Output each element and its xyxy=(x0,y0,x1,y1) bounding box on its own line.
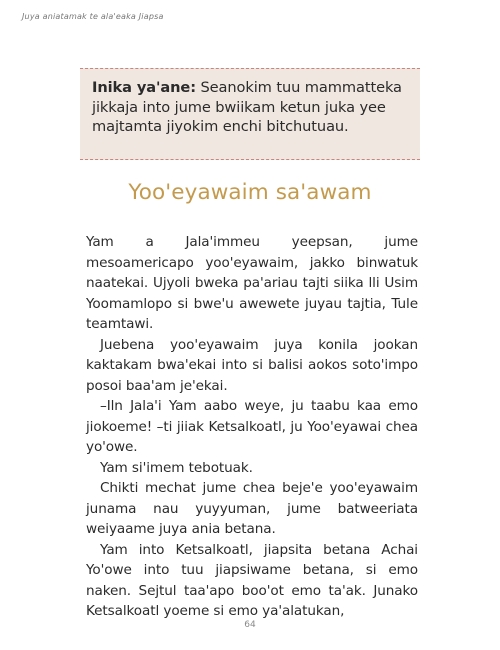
running-head: Juya aniatamak te ala'eaka Jiapsa xyxy=(22,12,164,21)
body-text xyxy=(86,232,418,622)
note-box xyxy=(80,68,420,160)
story-title: Yoo'eyawaim sa'awam xyxy=(128,180,372,205)
paragraph: Chikti mechat jume chea beje'e yoo'eyawaim junama nau yuyyuman, jume batweeriata weiyaame juya ania betana. xyxy=(86,480,418,537)
paragraph: Yam a Jala'immeu yeepsan, jume mesoamericapo yoo'eyawaim, jakko binwatuk naatekai. Ujyoli bweka pa'ariau tajti siika lli Usim Yoomamlopo si bwe'u awewete juyau tajtia, Tule teamtawi. xyxy=(86,234,418,332)
page-number: 64 xyxy=(244,620,256,630)
note-label: Inika ya'ane: xyxy=(92,79,196,96)
paragraph: –Iln Jala'i Yam aabo weye, ju taabu kaa emo jiokoeme! –ti jiiak Ketsalkoatl, ju Yoo'eyawai chea yo'owe. xyxy=(86,398,418,455)
paragraph: Yam into Ketsalkoatl, jiapsita betana Achai Yo'owe into tuu jiapsiwame betana, si emo naken. Sejtul taa'apo boo'ot emo ta'ak. Junako Ketsalkoatl yoeme si emo ya'alatukan, xyxy=(86,541,418,619)
paragraph: Yam si'imem tebotuak. xyxy=(100,459,253,476)
note-body: Seanokim tuu mammatteka jikkaja into jume bwiikam ketun juka yee maјtamta јiyokim enchi bitchutuau. xyxy=(92,79,402,135)
note-text xyxy=(92,78,408,137)
paragraph: Juebena yoo'eyawaim juya konila jookan kaktakam bwa'ekai into si balisi aokos soto'impo posoi baa'am je'ekai. xyxy=(86,336,418,394)
